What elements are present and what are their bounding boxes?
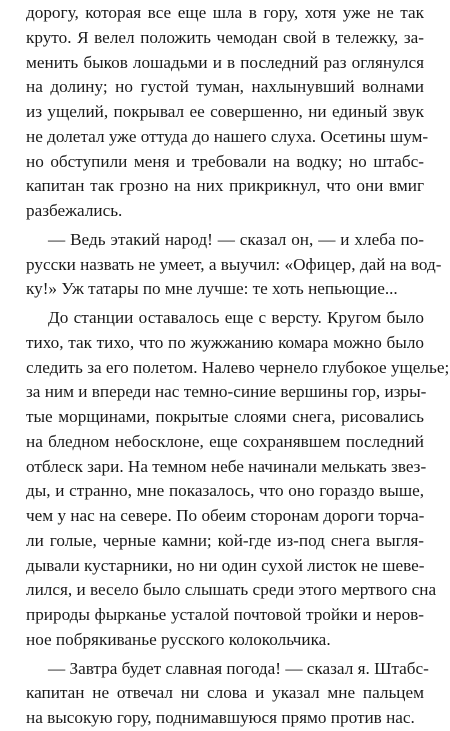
paragraph-3 xyxy=(26,306,450,653)
paragraph-2 xyxy=(26,228,442,302)
text-line: — Ведь этакий народ! — сказал он, — и хлеба по- xyxy=(48,229,424,249)
text-line: ли голые, черные камни; кой-где из-под снега выгля- xyxy=(26,530,424,550)
text-line: капитан не отвечал ни слова и указал мне пальцем xyxy=(26,683,424,703)
text-line: на долину; но густой туман, нахлынувший волнами xyxy=(26,77,424,97)
text-line: ды, и странно, мне показалось, что оно гораздо выше, xyxy=(26,481,424,501)
text-line: следить за его полетом. Налево чернело глубокое ущелье; xyxy=(26,357,450,377)
text-line: но обступили меня и требовали на водку; но штабс- xyxy=(26,151,424,171)
text-line: русски назвать не умеет, а выучил: «Офицер, дай на вод- xyxy=(26,254,442,274)
text-line: природы фырканье усталой почтовой тройки и неров- xyxy=(26,605,424,624)
text-line: из ущелий, покрывал ее совершенно, ни единый звук xyxy=(26,102,424,121)
text-line: менить быков лошадьми и в последний раз оглянулся xyxy=(26,52,424,72)
text-line: круто. Я велел положить чемодан свой в тележку, за- xyxy=(26,27,424,47)
text-line: капитан так грозно на них прикрикнул, что они вмиг xyxy=(26,176,424,196)
text-line: чем у нас на севере. По обеим сторонам дороги торча- xyxy=(26,506,425,525)
text-line: отблеск зари. На темном небе начинали мелькать звез- xyxy=(26,456,427,476)
text-line: ку!» Уж татары по мне лучше: те хоть непьющие... xyxy=(26,279,398,299)
text-line: на высокую гору, поднимавшуюся прямо против нас. xyxy=(26,708,415,727)
paragraph-4 xyxy=(26,657,429,731)
paragraph-1 xyxy=(26,1,429,224)
text-line: на бледном небосклоне, еще сохранявшем последний xyxy=(26,431,424,451)
text-line: До станции оставалось еще с версту. Кругом было xyxy=(48,308,424,327)
text-line: разбежались. xyxy=(26,201,123,220)
text-line: дорогу, которая все еще шла в гору, хотя уже не так xyxy=(26,3,424,22)
book-page xyxy=(26,0,450,727)
text-line: за ним и впереди нас темно-синие вершины гор, изры- xyxy=(26,382,427,402)
text-line: дывали кустарники, но ни один сухой листок не шеве- xyxy=(26,555,425,575)
text-line: — Завтра будет славная погода! — сказал я. Штабс- xyxy=(48,658,429,678)
text-line: тихо, так тихо, что по жужжанию комара можно было xyxy=(26,332,424,352)
text-line: тые морщинами, покрытые слоями снега, рисовались xyxy=(26,407,424,426)
text-line: ное побрякиванье русского колокольчика. xyxy=(26,629,331,649)
text-line: не долетал уже оттуда до нашего слуха. Осетины шум- xyxy=(26,126,429,146)
text-line: лился, и весело было слышать среди этого мертвого сна xyxy=(26,580,437,600)
